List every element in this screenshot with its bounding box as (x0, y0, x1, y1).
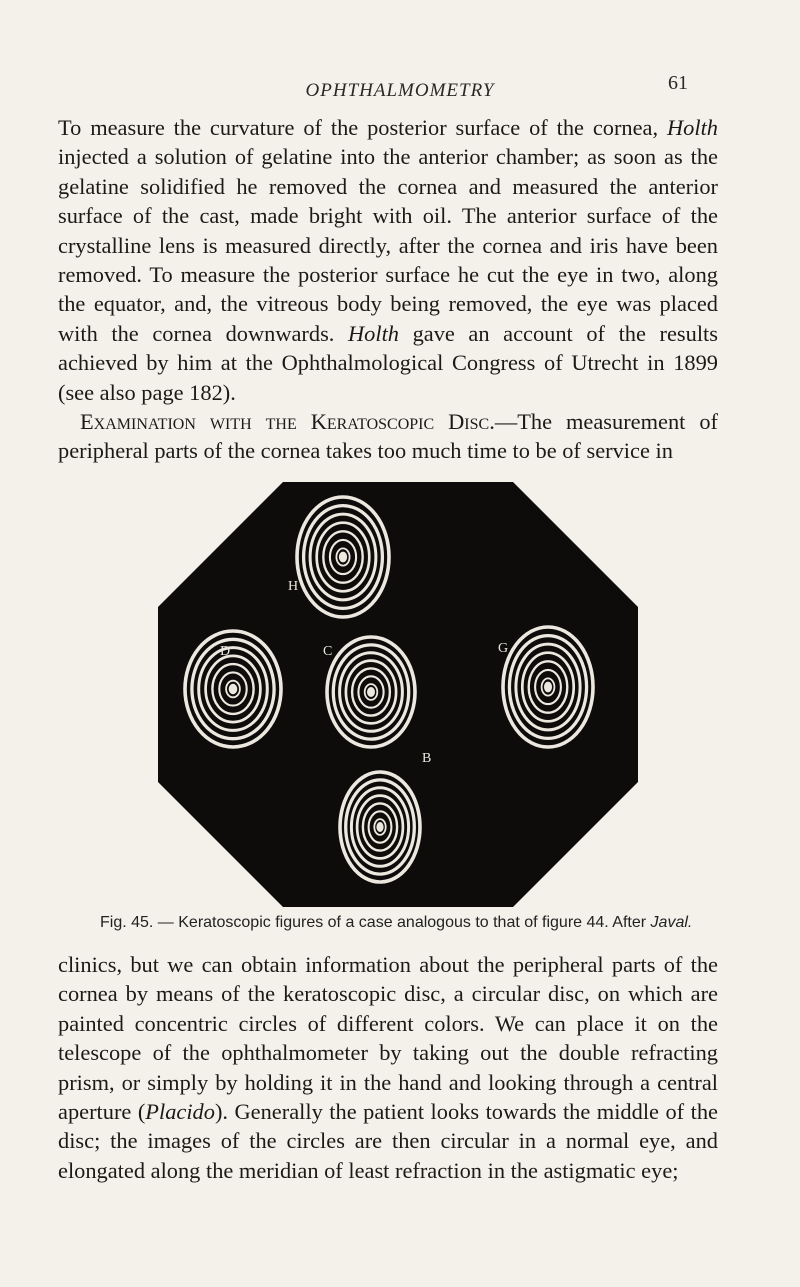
paragraph-placido-part2: ). Generally the patient looks towards the middle of the disc; the images of the circles are then circular in a normal eye, and elongated along the meridian of least refraction in the astigmatic eye; (58, 1099, 718, 1183)
figure-label-d: D (220, 644, 231, 659)
paragraph-holth-part1: To measure the curvature of the posterior surface of the cornea, (58, 115, 667, 140)
ring-set-c-center (367, 687, 375, 697)
figure-label-g: G (498, 641, 509, 656)
paragraph-holth-part2: injected a solution of gelatine into the anterior chamber; as soon as the gelatine solidified he removed the cornea and measured the anterior surface of the cast, made bright with oil. The anterior surface of the crystalline lens is measured directly, after the cornea and iris have been removed. To measure the posterior surface he cut the eye in two, along the equator, and, the vitreous body being removed, the eye was placed with the cornea downwards. (58, 144, 718, 346)
ring-set-b-center (376, 822, 383, 832)
page-number: 61 (668, 72, 688, 94)
paragraph-keratoscopic (58, 407, 718, 466)
paragraph-placido-part1: clinics, but we can obtain information about the peripheral parts of the cornea by means of the keratoscopic disc, a circular disc, on which are painted concentric circles of different colors. We can place it on the telescope of the ophthalmometer by taking out the double refracting prism, or simply by holding it in the hand and looking through a central aperture ( (58, 952, 718, 1125)
paragraph-holth-part3: gave an account of the results achieved by him at the Ophthalmological Congress of Utrecht in 1899 (see also page 182). (58, 320, 718, 405)
top-text-block (58, 113, 718, 466)
figure-label-h: H (288, 579, 299, 594)
ring-set-h (297, 497, 389, 617)
ring-set-d-center (229, 684, 238, 694)
author-name-placido: Placido (145, 1099, 215, 1125)
paragraph-keratoscopic-text: —The measurement of peripheral parts of the cornea takes too much time to be of service in (58, 409, 718, 464)
paragraph-placido (58, 950, 718, 1185)
bottom-text-block (58, 950, 718, 1185)
ring-set-d (185, 631, 281, 747)
author-name-holth: Holth (666, 115, 718, 140)
keratoscopic-figure (158, 482, 638, 907)
ring-set-c (327, 637, 415, 747)
figure-caption-text: Fig. 45. — Keratoscopic figures of a case analogous to that of figure 44. After (100, 914, 651, 931)
ring-set-h-center (339, 552, 347, 563)
author-name-holth-2: Holth (347, 320, 399, 346)
paragraph-holth (58, 113, 718, 407)
figure-label-b: B (422, 751, 432, 766)
ring-set-g-center (544, 682, 552, 693)
figure-caption (100, 914, 700, 932)
keratoscopic-figure-svg (158, 482, 638, 907)
figure-label-c: C (323, 644, 333, 659)
ring-set-b (340, 772, 420, 882)
section-heading: Examination with the Keratoscopic Disc. (80, 409, 495, 435)
figure-caption-author: Javal. (650, 914, 693, 931)
ring-set-g (503, 627, 593, 747)
running-head: OPHTHALMOMETRY (305, 80, 495, 101)
